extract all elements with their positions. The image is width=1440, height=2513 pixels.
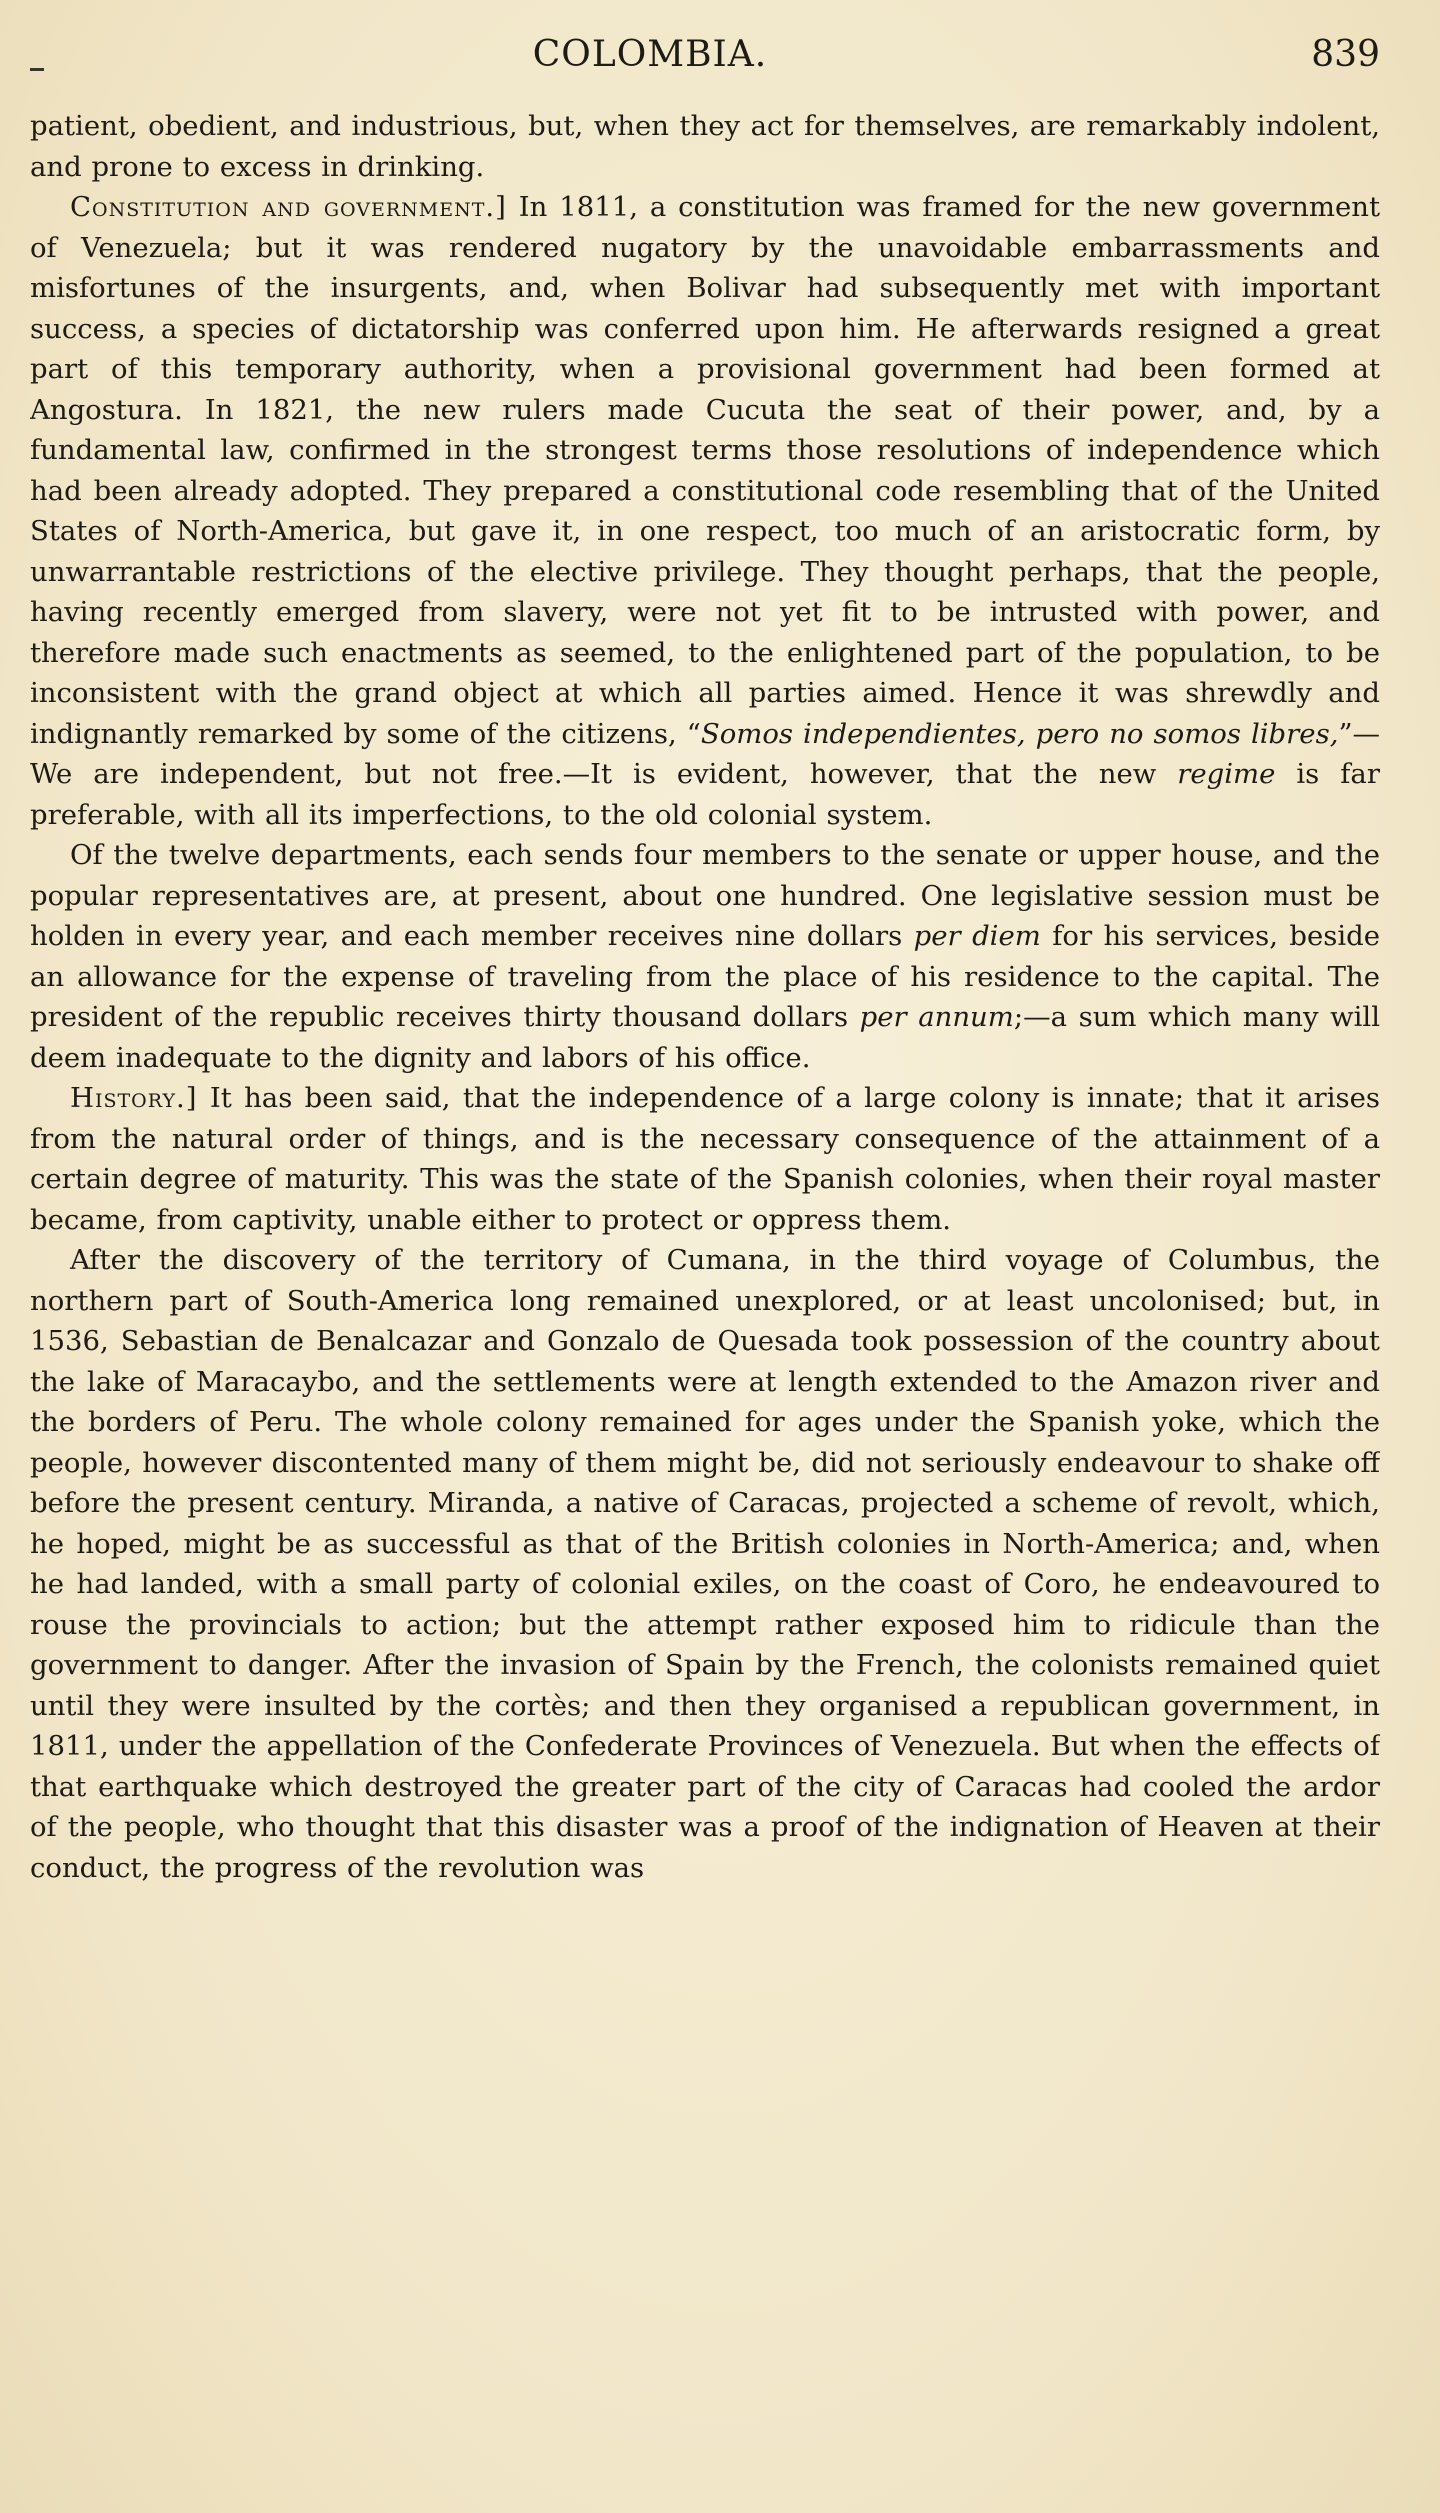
italic-per-annum: per annum: [859, 1001, 1014, 1033]
paragraph-text: It has been said, that the independence of a large colony is innate; that it arises from the natural order of things, and is the necessary consequence of the attainment of a certain degree of maturity. This was the state of the Spanish colonies, when their royal master became, from captivity, unable either to protect or oppress them.: [30, 1082, 1380, 1236]
paragraph-text: patient, obedient, and industrious, but, when they act for themselves, are remarkably indolent, and prone to excess in drinking.: [30, 110, 1380, 183]
body-text: [30, 106, 1380, 2486]
italic-per-diem: per diem: [913, 920, 1041, 952]
paragraph-history: [30, 1078, 1380, 1240]
margin-dash-mark: [30, 68, 44, 71]
spanish-quote: Somos independientes, pero no somos libres,: [700, 717, 1339, 750]
paragraph-text: for his services, beside an allowance for the expense of traveling from the place of his residence to the capital. The president of the republic receives thirty thousand dollars: [30, 920, 1380, 1033]
paragraph-text: In 1811, a constitution was framed for the new government of Venezuela; but it was rendered nugatory by the unavoidable embarrassments and misfortunes of the insurgents, and, when Bolivar had subsequently met with important success, a species of dictatorship was conferred upon him. He afterwards resigned a great part of this temporary authority, when a provisional government had been formed at Angostura. In 1821, the new rulers made Cucuta the seat of their power, and, by a fundamental law, confirmed in the strongest terms those resolutions of independence which had been already adopted. They prepared a constitutional code resembling that of the United States of North-America, but gave it, in one respect, too much of an aristocratic form, by unwarrantable restrictions of the elective privilege. They thought perhaps, that the people, having recently emerged from slavery, were not yet fit to be intrusted with power, and therefore made such enactments as seemed, to the enlightened part of the population, to be inconsistent with the grand object at which all parties aimed. Hence it was shrewdly and indignantly remarked by some of the citizens, “: [30, 191, 1380, 750]
page-number: 839: [1311, 34, 1380, 75]
running-head: COLOMBIA.: [532, 34, 768, 75]
italic-regime: regime: [1177, 758, 1276, 790]
section-heading-constitution: Constitution and government.]: [70, 191, 507, 223]
paragraph-text: ”—We are independent, but not free.—It is evident, however, that the new: [30, 717, 1380, 790]
paragraph-text: Of the twelve departments, each sends four members to the senate or upper house, and the popular representatives are, at present, about one hundred. One legislative session must be holden in every year, and each member receives nine dollars: [30, 839, 1380, 952]
paragraph-text: After the discovery of the territory of Cumana, in the third voyage of Columbus, the northern part of South-America long remained unexplored, or at least uncolonised; but, in 1536, Sebastian de Benalcazar and Gonzalo de Quesada took possession of the country about the lake of Maracaybo, and the settlements were at length extended to the Amazon river and the borders of Peru. The whole colony remained for ages under the Spanish yoke, which the people, however discontented many of them might be, did not seriously endeavour to shake off before the present century. Miranda, a native of Caracas, projected a scheme of revolt, which, he hoped, might be as successful as that of the British colonies in North-America; and, when he had landed, with a small party of colonial exiles, on the coast of Coro, he endeavoured to rouse the provincials to action; but the attempt rather exposed him to ridicule than the government to danger. After the invasion of Spain by the French, the colonists remained quiet until they were insulted by the cortès; and then they organised a republican government, in 1811, under the appellation of the Confederate Provinces of Venezuela. But when the effects of that earthquake which destroyed the greater part of the city of Caracas had cooled the ardor of the people, who thought that this disaster was a proof of the indignation of Heaven at their conduct, the progress of the revolution was: [30, 1244, 1380, 1884]
paragraph-discovery: [30, 1240, 1380, 1888]
paragraph-constitution: [30, 187, 1380, 835]
paragraph-text: is far preferable, with all its imperfections, to the old colonial system.: [30, 758, 1380, 831]
paragraph-continuation: [30, 106, 1380, 187]
section-heading-history: History.]: [70, 1082, 198, 1114]
paragraph-departments: [30, 835, 1380, 1078]
paragraph-text: ;—a sum which many will deem inadequate to the dignity and labors of his office.: [30, 1001, 1380, 1074]
page-header: [30, 34, 1380, 94]
